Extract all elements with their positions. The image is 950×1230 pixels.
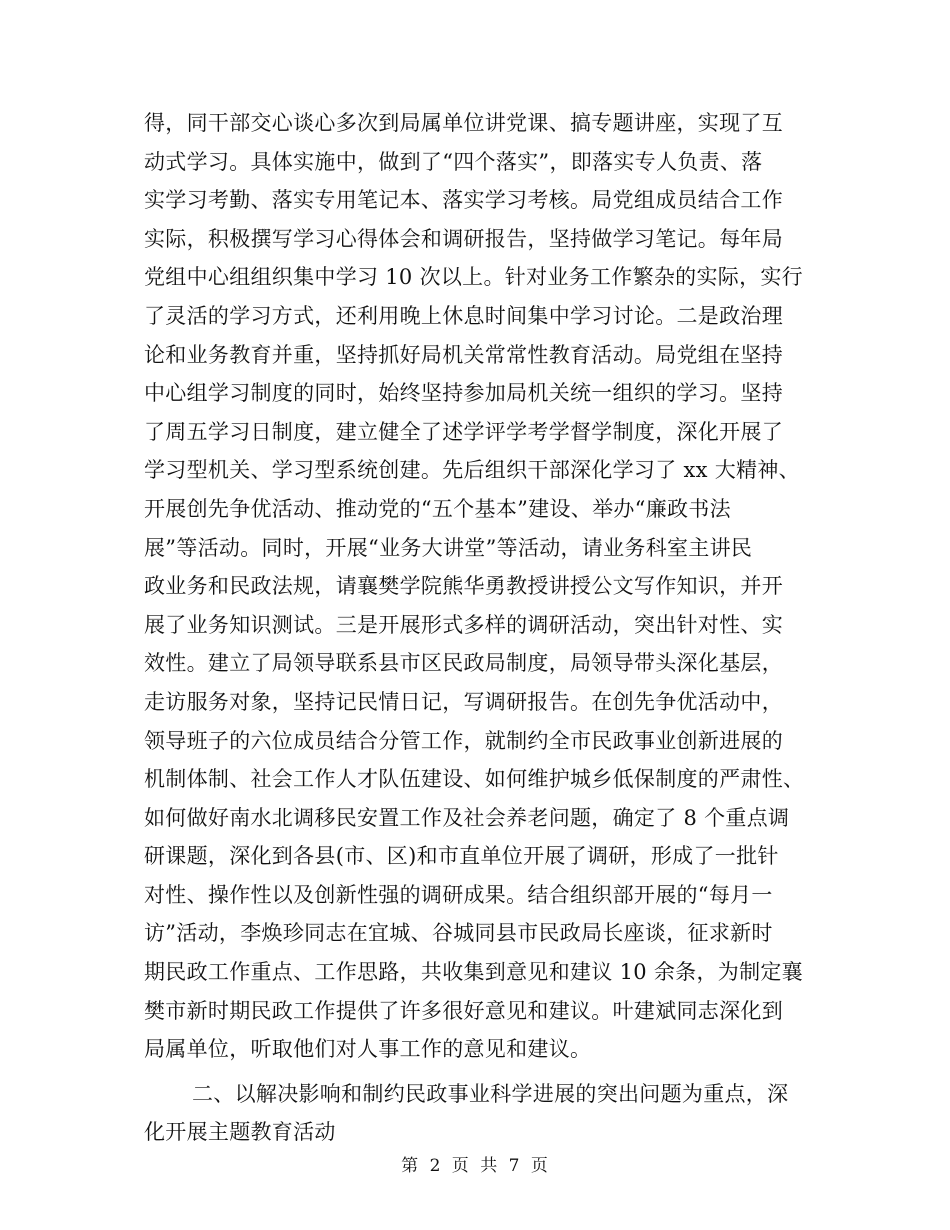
paragraph-line: 了灵活的学习方式，还利用晚上休息时间集中学习讨论。二是政治理 (144, 303, 783, 328)
section-heading-line: 二、以解决影响和制约民政事业科学进展的突出问题为重点，深 (192, 1081, 789, 1106)
paragraph-line: 如何做好南水北调移民安置工作及社会养老问题，确定了 8 个重点调 (144, 805, 790, 830)
page-number-footer: 第 2 页 共 7 页 (401, 1156, 549, 1176)
section-heading-line: 化开展主题教育活动 (144, 1120, 336, 1145)
paragraph-line: 樊市新时期民政工作提供了许多很好意见和建议。叶建斌同志深化到 (144, 998, 783, 1023)
paragraph-line: 领导班子的六位成员结合分管工作，就制约全市民政事业创新进展的 (144, 728, 783, 753)
paragraph-line: 实际，积极撰写学习心得体会和调研报告，坚持做学习笔记。每年局 (144, 226, 783, 251)
paragraph-line: 期民政工作重点、工作思路，共收集到意见和建议 10 余条，为制定襄 (144, 960, 803, 985)
paragraph-line: 学习型机关、学习型系统创建。先后组织干部深化学习了 xx 大精神、 (144, 458, 800, 483)
paragraph-line: 研课题，深化到各县(市、区)和市直单位开展了调研，形成了一批针 (144, 844, 779, 869)
paragraph-line: 了周五学习日制度，建立健全了述学评学考学督学制度，深化开展了 (144, 419, 783, 444)
paragraph-line: 访”活动，李焕珍同志在宜城、谷城同县市民政局长座谈，征求新时 (144, 921, 773, 946)
paragraph-line: 政业务和民政法规，请襄樊学院熊华勇教授讲授公文写作知识，并开 (144, 574, 783, 599)
paragraph-line: 论和业务教育并重，坚持抓好局机关常常性教育活动。局党组在坚持 (144, 342, 783, 367)
paragraph-line: 机制体制、社会工作人才队伍建设、如何维护城乡低保制度的严肃性、 (144, 767, 805, 792)
paragraph-line: 党组中心组组织集中学习 10 次以上。针对业务工作繁杂的实际，实行 (144, 265, 803, 290)
paragraph-line: 实学习考勤、落实专用笔记本、落实学习考核。局党组成员结合工作 (144, 188, 783, 213)
paragraph-line: 得，同干部交心谈心多次到局属单位讲党课、搞专题讲座，实现了互 (144, 111, 783, 135)
paragraph-line: 展”等活动。同时，开展“业务大讲堂”等活动，请业务科室主讲民 (144, 535, 753, 560)
paragraph-line: 展了业务知识测试。三是开展形式多样的调研活动，突出针对性、实 (144, 612, 783, 637)
paragraph-line: 走访服务对象，坚持记民情日记，写调研报告。在创先争优活动中， (144, 689, 783, 714)
body-text (144, 104, 824, 1152)
paragraph-line: 开展创先争优活动、推动党的“五个基本”建设、举办“廉政书法 (144, 496, 731, 521)
paragraph-line: 中心组学习制度的同时，始终坚持参加局机关统一组织的学习。坚持 (144, 381, 783, 406)
paragraph-line: 对性、操作性以及创新性强的调研成果。结合组织部开展的“每月一 (144, 882, 773, 907)
paragraph-line: 动式学习。具体实施中，做到了“四个落实”，即落实专人负责、落 (144, 149, 763, 174)
paragraph-line: 效性。建立了局领导联系县市区民政局制度，局领导带头深化基层， (144, 651, 783, 676)
paragraph-line: 局属单位，听取他们对人事工作的意见和建议。 (144, 1037, 592, 1062)
